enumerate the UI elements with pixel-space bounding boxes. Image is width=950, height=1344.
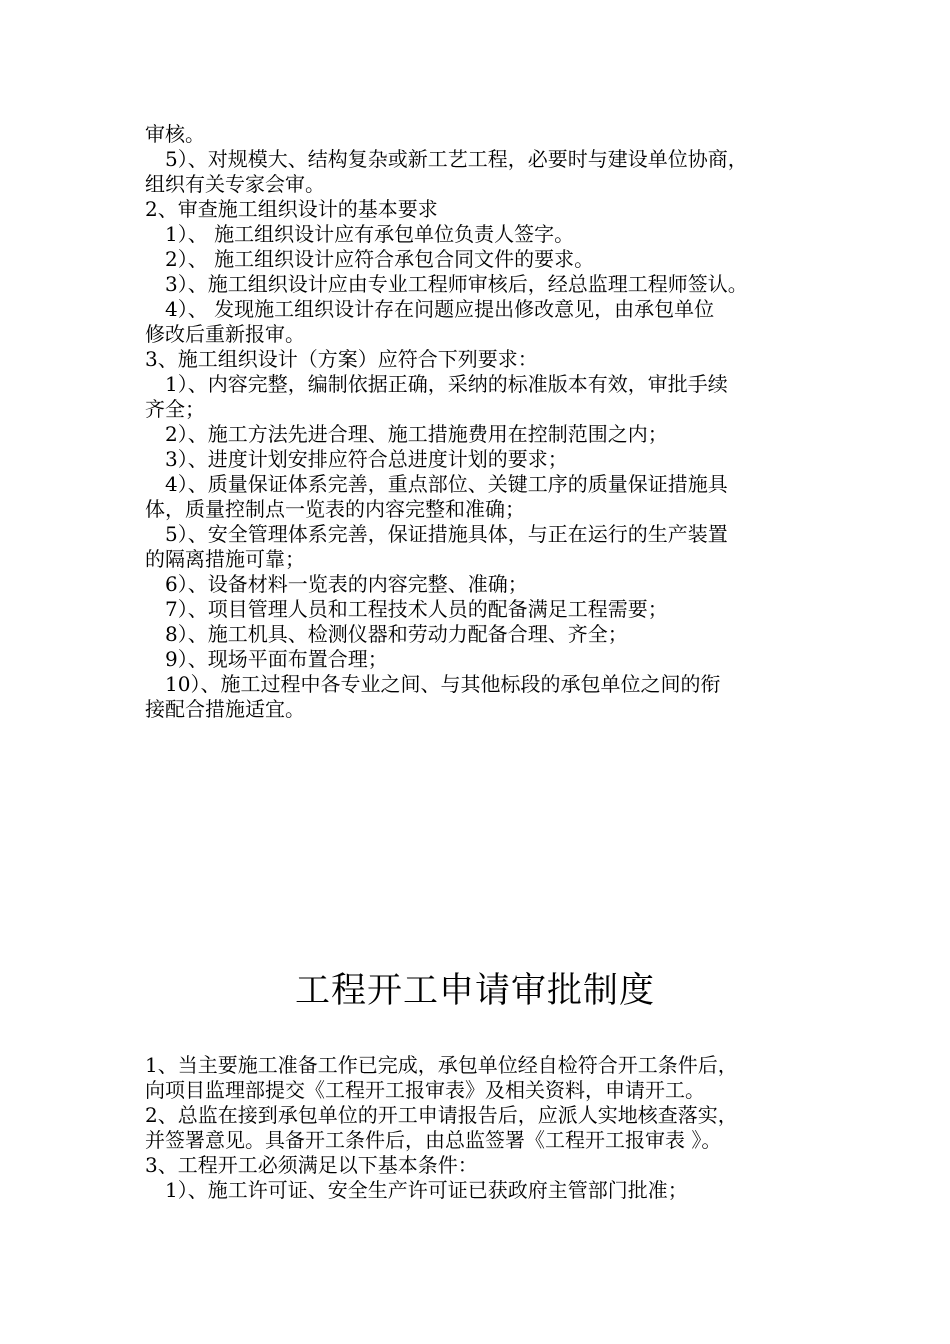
text-line: 9）、现场平面布置合理； [165,647,388,671]
document-title: 工程开工申请审批制度 [294,971,655,1011]
text-line: 3）、施工组织设计应由专业工程师审核后，经总监理工程师签认。 [165,272,748,296]
text-line: 向项目监理部提交《工程开工报审表》及相关资料，申请开工。 [145,1078,705,1102]
text-line: 3、工程开工必须满足以下基本条件： [145,1153,478,1177]
text-line: 2）、 施工组织设计应符合承包合同文件的要求。 [165,247,595,271]
text-line: 审核。 [145,122,205,146]
text-line: 5）、安全管理体系完善，保证措施具体，与正在运行的生产装置 [165,522,728,546]
text-line: 4）、 发现施工组织设计存在问题应提出修改意见，由承包单位 [165,297,715,321]
text-line: 组织有关专家会审。 [145,172,325,196]
section-heading: 3、施工组织设计（方案）应符合下列要求： [145,347,538,371]
text-line: 齐全； [145,397,205,421]
text-line: 2）、施工方法先进合理、施工措施费用在控制范围之内； [165,422,668,446]
text-line: 1）、内容完整，编制依据正确，采纳的标准版本有效，审批手续 [165,372,728,396]
text-line: 1）、 施工组织设计应有承包单位负责人签字。 [165,222,575,246]
text-line: 1、当主要施工准备工作已完成，承包单位经自检符合开工条件后， [145,1053,738,1077]
text-line: 的隔离措施可靠； [145,547,305,571]
text-line: 体，质量控制点一览表的内容完整和准确； [145,497,525,521]
text-line: 并签署意见。具备开工条件后，由总监签署《工程开工报审表 》。 [145,1128,722,1152]
text-line: 10）、施工过程中各专业之间、与其他标段的承包单位之间的衔 [165,672,721,696]
text-line: 修改后重新报审。 [145,322,305,346]
commencement-section [145,1053,815,1203]
text-line: 4）、质量保证体系完善，重点部位、关键工序的质量保证措施具 [165,472,728,496]
text-line: 2、总监在接到承包单位的开工申请报告后，应派人实地核查落实， [145,1103,738,1127]
text-line: 5）、对规模大、结构复杂或新工艺工程，必要时与建设单位协商， [165,147,748,171]
text-line: 1）、施工许可证、安全生产许可证已获政府主管部门批准； [165,1178,688,1202]
review-requirements-section [145,122,815,722]
text-line: 接配合措施适宜。 [145,697,305,721]
text-line: 7）、项目管理人员和工程技术人员的配备满足工程需要； [165,597,668,621]
text-line: 3）、进度计划安排应符合总进度计划的要求； [165,447,568,471]
text-line: 8）、施工机具、检测仪器和劳动力配备合理、齐全； [165,622,628,646]
text-line: 6）、设备材料一览表的内容完整、准确； [165,572,528,596]
section-heading: 2、审查施工组织设计的基本要求 [145,197,438,221]
